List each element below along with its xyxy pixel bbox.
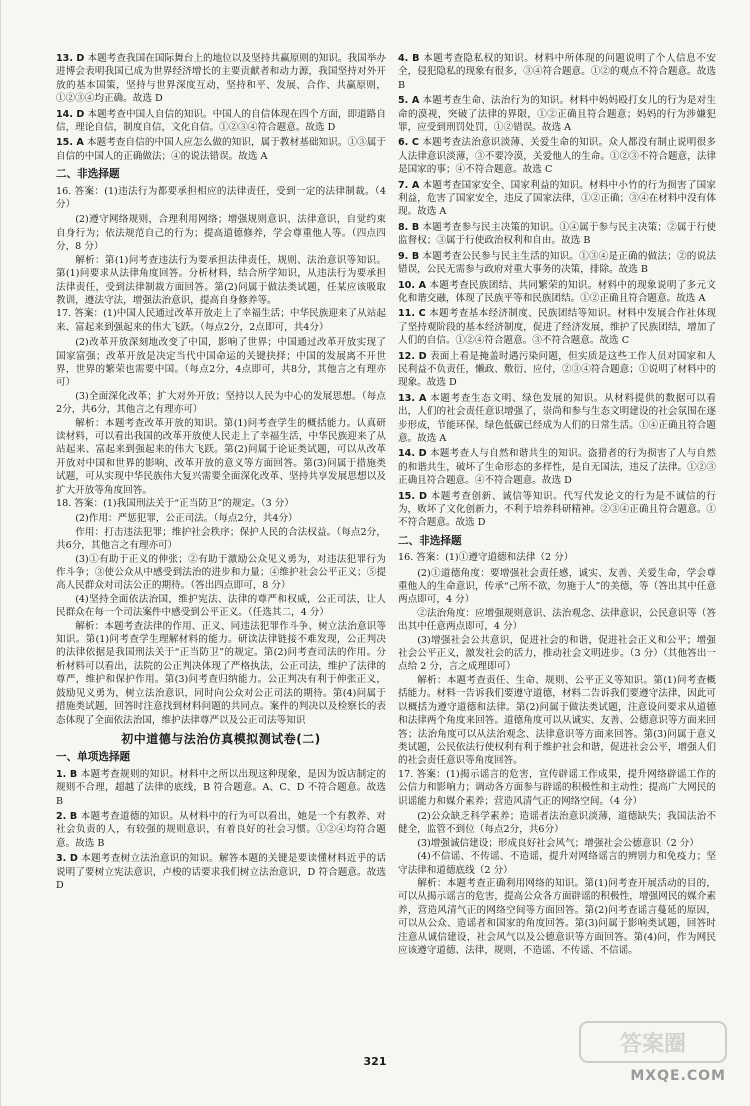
right-item-6: 6. C 本题考查法治意识淡薄、关爱生命的知识。众人都没有制止说明很多人法律意识淡薄，③不要冷漠，关爱他人的生命。①②③不符合题意，法律是国家的事；④不符合题意。故选 C bbox=[398, 137, 717, 176]
page-edge-shadow bbox=[0, 0, 1, 1106]
q17-answer: 17. 答案：(1)中国人民通过改革开放走上了幸福生活；中华民族迎来了从站起来、富起来到强起来的伟大飞跃。（每点2分，2点即可，共4分） bbox=[56, 308, 386, 333]
watermark-text: MXQE.COM bbox=[630, 1068, 726, 1084]
q18-part2b: 作用：打击违法犯罪；维护社会秩序；保护人民的合法权益。（每点2分，共6分，其他言之有理亦可） bbox=[56, 526, 386, 552]
r-q17-part3: (3)增强诚信建设；形成良好社会风气；增强社会公德意识（2 分） bbox=[417, 837, 699, 849]
right-column bbox=[398, 52, 716, 957]
right-item-12: 12. D 表面上看是掩盖时遇污染问题，但实质是这些工作人员对国家和人民利益不负责任，懒政、敷衍、应付，②③④符合题意；①说明了材料中的现象。故选 D bbox=[398, 350, 717, 389]
q18-analysis: 解析：本题考查法律的作用、正义、同违法犯罪作斗争、树立法治意识等知识。第(1)问考查学生理解材料的能力。研读法律链接不难发现，公正判决的法律依据是我国刑法关于“正当防卫”的规定。第(2)问考查司法的作用。分析材料可以看出，法院的公正判决体现了严格执法，公正司法，维护了法律的尊严，维护和保护作用。第(3)问考查归纳能力。公正判决有利于伸张正义，鼓励见义勇为，树立法治意识，同时向公众对公正司法的期待。第(4)问属于措施类试题，回答时注意找到材料问题的共同点。案件的判决以及检察长的表态体现了全面依法治国，维护法律尊严以及公正司法等知识 bbox=[56, 620, 386, 726]
right-item-7: 7. A 本题考查国家安全、国家利益的知识。材料中小竹的行为损害了国家利益，危害了国家安全，违反了国家法律，①②正确；③④在材料中没有体现。故选 A bbox=[398, 179, 716, 218]
r-q17-analysis: 解析：本题考查正确利用网络的知识。第(1)问考查开展活动的目的，可以从揭示谣言的危害，提高公众各方面辟谣的积极性，增强网民的媒介素养，营造风清气正的网络空间等方面回答。第(2)问考查谣言蔓延的原因，可以从公众、造谣者和国家的角度回答。第(3)问属于影响类试题，回答时注意从诚信建设，社会风气以及公德意识等方面回答。第(4)问，作为网民应该遵守道德、法律，规则，不造谣、不传谣、不信谣。 bbox=[398, 877, 716, 956]
r-q16-analysis: 解析：本题考查责任、生命、规则、公平正义等知识。第(1)问考查概括能力。材料一告诉我们要遵守道德，材料二告诉我们要遵守法律，因此可以概括为遵守道德和法律。第(2)问属于做法类试题，注意设问要求从道德和法律两个角度来回答。道德角度可以从诚实、友善、公德意识等方面来回答；法治角度可以从法治观念、法律意识等方面来回答。第(3)问属于意义类试题，公民依法行使权利有利于维护社会和谐，促进社会公平，增强人们的社会责任意识等角度回答。 bbox=[398, 674, 716, 767]
left-item-b3: 3. D 本题考查树立法治意识的知识。解答本题的关键是要读懂材料近乎的话说明了要树立宪法意识，卢梭的话要求我们树立法治意识，D 符合题意。故选 D bbox=[56, 853, 386, 891]
svg-text:答案圈: 答案圈 bbox=[619, 1032, 687, 1057]
q17-analysis: 解析：本题考查改革开放的知识。第(1)问考查学生的概括能力。认真研读材料，可以看出我国的改革开放使人民走上了幸福生活，中华民族迎来了从站起来、富起来到强起来的伟大飞跃。第(2)问属于论证类试题，可以从改革开放对中国和世界的影响、改革开放的意义等方面回答。第(3)问属于措施类试题，可从实现中华民族伟大复兴需要全面深化改革、坚持共享发展思想以及扩大开放等角度回答。 bbox=[56, 417, 386, 496]
section-heading-choice: 一、单项选择题 bbox=[56, 751, 131, 764]
r-q16-part3: (3)增强社会公共意识，促进社会的和谐，促进社会正义和公平；增强社会公平正义，激发社会的活力，推动社会文明进步。（3 分）（其他答出一点给 2 分，言之成理即可） bbox=[398, 634, 716, 673]
section-heading-nonchoice: 二、非选择题 bbox=[56, 168, 120, 181]
right-item-9: 9. B 本题考查公民参与民主生活的知识。①③④是正确的做法；②的说法错误，公民无需参与政府对重大事务的决策，排除。故选 B bbox=[398, 250, 716, 276]
q16-answer: 16. 答案：(1)违法行为都要承担相应的法律责任，受到一定的法律制裁。（4 分） bbox=[56, 185, 386, 211]
q16-analysis: 解析：第(1)问考查违法行为要承担法律责任，规则、法治意识等知识。第(1)问要求从法律角度回答。分析材料，结合所学知识，从违法行为要承担法律责任，受到法律制裁方面回答。第(2)问属于做法类试题，任某应该吸取教训，遵法守法，增强法治意识，提高自身修养等。 bbox=[56, 254, 386, 306]
right-item-15: 15. D 本题考查创新、诚信等知识。代写代发论文的行为是不诚信的行为，败坏了文化创新力，不利于培养科研精神。②③④正确且符合题意。①不符合题意。故选 D bbox=[398, 490, 716, 529]
right-item-5: 5. A 本题考查生命、法治行为的知识。材料中妈妈殴打女儿的行为是对生命的漠视，突破了法律的界限，①②正确且符合题意；妈妈的行为涉嫌犯罪，应受到刑罚处罚，①②错误。故选 A bbox=[398, 95, 716, 134]
r-q16-answer: 16. 答案：(1)①遵守道德和法律（2 分） bbox=[398, 552, 574, 564]
q18-part3: (3)①有助于正义的伸张；②有助于激励公众见义勇为，对违法犯罪行为作斗争；③使公众从中感受到法治的进步和力量；④维护社会公平正义；⑤提高人民群众对司法公正的期待。（答出四点即可，8 分） bbox=[56, 553, 386, 592]
left-item-14: 14. D 本题考查中国人自信的知识。中国人的自信体现在四个方面，即道路自信，理论自信，制度自信，文化自信。①②③④符合题意。故选 D bbox=[56, 108, 386, 134]
left-item-13: 13. D 本题考查我国在国际舞台上的地位以及坚持共赢原则的知识。我国举办进博会表明我国已成为世界经济增长的主要贡献者和动力源，我国坚持对外开放的基本国策，坚持与世界深度互动，坚持和平、发展、合作、共赢原则，①②③④均正确。故选 D bbox=[56, 53, 386, 105]
q17-part2: (2)改革开放深刻地改变了中国，影响了世界；中国通过改革开放实现了国家富强；改革开放是决定当代中国命运的关键抉择；中国的发展离不开世界，世界的繁荣也需要中国。（每点2分，4点即可，共8分，其他言之有理亦可） bbox=[56, 337, 386, 389]
q16-part2: (2)遵守网络规则，合理利用网络；增强规则意识、法律意识，自觉约束自身行为；依法规范自己的行为；提高道德修养，学会尊重他人等。（四点四分，8 分） bbox=[56, 214, 386, 253]
page-number: 321 bbox=[363, 1055, 387, 1068]
r-q17-answer: 17. 答案：(1)揭示谣言的危害，宣传辟谣工作成果，提升网络辟谣工作的公信力和影响力；调动各方面参与辟谣的积极性和主动性；提高广大网民的识谣能力和媒介素养；营造风清气正的网络空间。（4 分） bbox=[398, 768, 716, 807]
q17-part3: (3)全面深化改革；扩大对外开放；坚持以人民为中心的发展思想。（每点2分，共6分，其他言之有理亦可） bbox=[56, 390, 386, 416]
right-item-14: 14. D 本题考查人与自然和谐共生的知识。盗猎者的行为损害了人与自然的和谐共生，破坏了生命形态的多样性，是自无国法，违反了法律。①②③正确且符合题意。④不符合题意。故选 D bbox=[398, 448, 717, 487]
exam-title: 初中道德与法治仿真模拟测试卷(二) bbox=[121, 731, 321, 746]
left-column bbox=[56, 52, 386, 894]
r-q16-part2a: (2)①道德角度：要增强社会责任感，诚实、友善、关爱生命，学会尊重他人的生命意识，传承“己所不欲，勿施于人”的美德，等（答出其中任意两点即可，4 分） bbox=[398, 567, 716, 606]
q18-answer: 18. 答案：(1)我国刑法关于“正当防卫”的规定。（3 分） bbox=[56, 498, 294, 509]
q18-part4: (4)坚持全面依法治国，维护宪法、法律的尊严和权威，公正司法，让人民群众在每一个司法案件中感受到公平正义。（任选其二，4 分） bbox=[56, 593, 386, 619]
right-item-11: 11. C 本题考查基本经济制度、民族团结等知识。材料中发展合作社体现了坚持观阶段的基本经济制度，促进了经济发展，维护了民族团结，增加了人们的自信。①②④符合题意。③不符合题意。故选 C bbox=[398, 308, 716, 347]
right-item-8: 8. B 本题考查参与民主决策的知识。①④属于参与民主决策；②属于行使监督权；③属于行使政治权利和自由。故选 B bbox=[398, 221, 716, 247]
left-item-b2: 2. B 本题考查道德的知识。从材料中的行为可以看出，她是一个有教养、对社会负责的人，有较强的规则意识，有着良好的社会习惯。①②④均符合题意。故选 B bbox=[56, 810, 386, 849]
q18-part2: (2)作用：严惩犯罪，公正司法。（每点2分，共4分） bbox=[75, 513, 298, 525]
r-q17-part4: (4)不信谣、不传谣、不造谣，提升对网络谣言的辨别力和免疫力；坚守法律和道德底线（2 分） bbox=[398, 851, 716, 876]
right-item-10: 10. A 本题考查民族团结、共同繁荣的知识。材料中的现象说明了多元文化和谐交融，体现了民族平等和民族团结。①②正确且符合题意。故选 A bbox=[398, 279, 716, 304]
r-q17-part2: (2)公众缺乏科学素养；造谣者法治意识淡薄，道德缺失；我国法治不健全，监管不到位（每点2分，共6分） bbox=[398, 810, 716, 836]
right-item-13: 13. A 本题考查生态文明、绿色发展的知识。从材料提供的数据可以看出，人们的社会责任意识增强了，崇尚和参与生态文明建设的社会氛围在逐步形成，节能环保、绿色低碳已经成为人们的日常生活。①④正确且符合题意。故选 A bbox=[398, 392, 717, 444]
right-section-heading-nonchoice: 二、非选择题 bbox=[398, 534, 462, 547]
left-item-b1: 1. B 本题考查规则的知识。材料中之所以出现这种现象，是因为饭店制定的规则不合理，超越了法律的底线，B 符合题意。A、C、D 不符合题意。故选 B bbox=[56, 768, 386, 807]
r-q16-part2b: ②法治角度：应增强规则意识、法治观念、法律意识，公民意识等（答出其中任意两点即可，4 分） bbox=[398, 607, 716, 633]
left-item-15: 15. A 本题考查自信的中国人应怎么做的知识，属于教材基础知识。①③属于自信的中国人的正确做法；④的说法错误。故选 A bbox=[56, 137, 386, 162]
right-item-4: 4. B 本题考查隐私权的知识。材料中所体现的问题说明了个人信息不安全，侵犯隐私的现象有很多，③④符合题意。①②的观点不符合题意。故选 B bbox=[398, 53, 716, 91]
